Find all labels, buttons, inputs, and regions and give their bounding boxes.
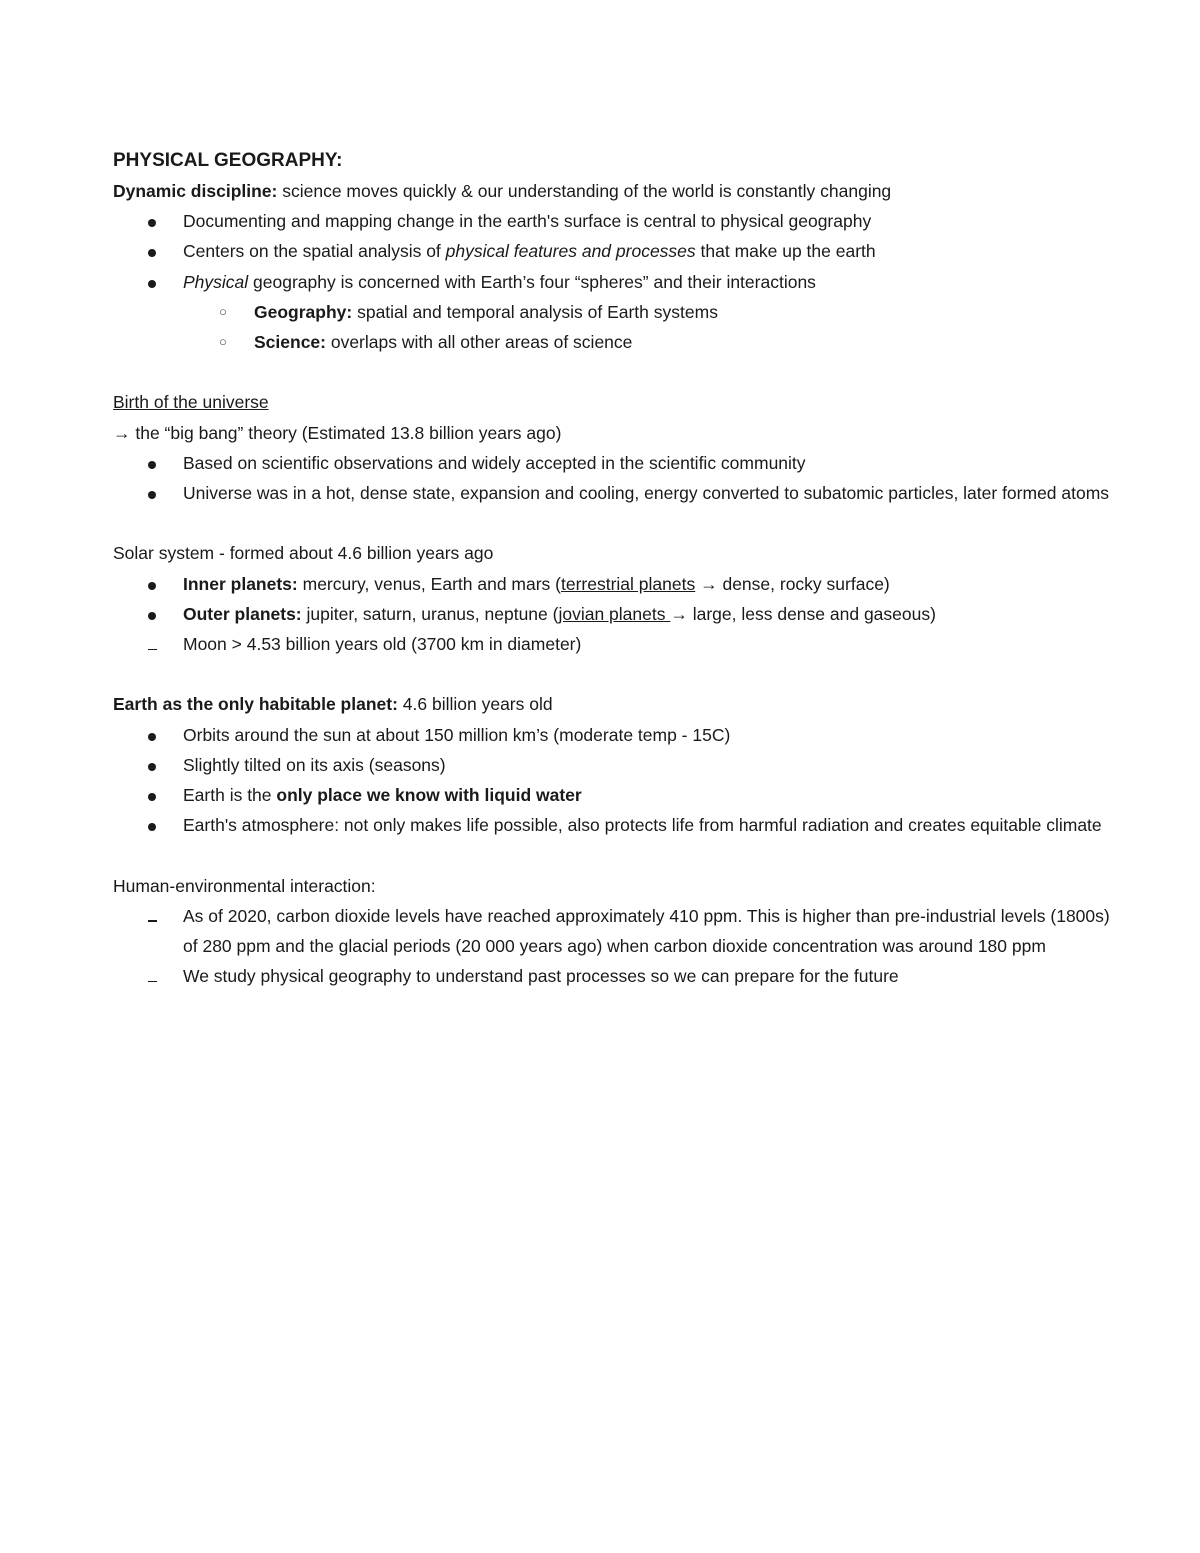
- section-heading-text: Birth of the universe: [113, 392, 269, 413]
- list-item-text: Centers on the spatial analysis of: [183, 241, 446, 262]
- list-item: [113, 780, 1113, 810]
- bullet-icon: [148, 599, 168, 629]
- list-item: [113, 478, 1113, 508]
- section-heading-label: Earth as the only habitable planet:: [113, 694, 398, 715]
- list-item-emphasis: Physical: [183, 271, 249, 292]
- sub-list-item-label: Geography:: [254, 301, 353, 322]
- section-heading-human: Human-environmental interaction:: [113, 875, 376, 896]
- sub-list-item: [113, 327, 1113, 357]
- list-item-text: jupiter, saturn, uranus, neptune (: [301, 603, 559, 624]
- list-item: [113, 810, 1113, 840]
- page-title: PHYSICAL GEOGRAPHY:: [113, 150, 343, 171]
- section-heading-solar: Solar system - formed about 4.6 billion years ago: [113, 543, 494, 564]
- list-item: [113, 901, 1113, 961]
- bullet-icon: [148, 750, 168, 780]
- list-item: [113, 267, 1113, 297]
- intro-text: science moves quickly & our understanding of the world is constantly changing: [277, 181, 892, 201]
- list-item-text: → large, less dense and gaseous): [670, 603, 936, 624]
- list-item: [113, 448, 1113, 478]
- section-heading-universe: [113, 387, 1113, 417]
- bullet-icon: [148, 720, 168, 750]
- bullet-icon: [148, 780, 168, 810]
- list-item: [113, 599, 1113, 629]
- list-item-text: As of 2020, carbon dioxide levels have reached approximately 410 ppm. This is higher than pre-industrial levels (1800s) of 280 ppm and the glacial periods (20 000 years ago) when carbon dioxide concentration was around 180 ppm: [183, 905, 1110, 957]
- list-item-text: that make up the earth: [695, 241, 876, 262]
- document-page: [113, 146, 1113, 991]
- list-item-text: mercury, venus, Earth and mars (: [297, 573, 561, 594]
- list-item-text: Slightly tilted on its axis (seasons): [183, 754, 446, 775]
- list-item: [113, 961, 1113, 991]
- spacer: [113, 357, 1113, 387]
- bullet-icon: [148, 236, 168, 266]
- list-item-text: Earth's atmosphere: not only makes life possible, also protects life from harmful radiation and creates equitable climate: [183, 815, 1102, 836]
- bullet-icon: [148, 478, 168, 508]
- intro-line: [113, 176, 1113, 206]
- list-item: [113, 236, 1113, 266]
- list-item: [113, 206, 1113, 236]
- bullet-icon: [148, 206, 168, 236]
- spacer: [113, 840, 1113, 870]
- list-item: [113, 750, 1113, 780]
- sub-list-item-text: overlaps with all other areas of science: [325, 332, 633, 353]
- dash-icon: [148, 629, 168, 659]
- universe-line: → the “big bang” theory (Estimated 13.8 billion years ago): [113, 422, 562, 443]
- list-item-text: Universe was in a hot, dense state, expansion and cooling, energy converted to subatomic particles, later formed atoms: [183, 483, 1110, 504]
- spacer: [113, 659, 1113, 689]
- bullet-icon: [148, 810, 168, 840]
- list-item-text: Based on scientific observations and widely accepted in the scientific community: [183, 452, 806, 473]
- bullet-icon: [148, 267, 168, 297]
- list-item-text: geography is concerned with Earth’s four “spheres” and their interactions: [248, 271, 816, 292]
- intro-label: Dynamic discipline:: [113, 181, 278, 201]
- list-item-bold: only place we know with liquid water: [276, 785, 582, 806]
- list-item-emphasis: physical features and processes: [445, 241, 696, 262]
- spacer: [113, 508, 1113, 538]
- list-item-text: Moon > 4.53 billion years old (3700 km in diameter): [183, 634, 582, 655]
- list-item-text: Orbits around the sun at about 150 million km’s (moderate temp - 15C): [183, 724, 731, 745]
- dash-icon: [148, 961, 168, 991]
- sub-list-item-label: Science:: [254, 332, 326, 353]
- bullet-icon: [148, 569, 168, 599]
- list-item: [113, 629, 1113, 659]
- list-item-text: We study physical geography to understand past processes so we can prepare for the future: [183, 966, 899, 987]
- bullet-icon: [148, 448, 168, 478]
- circle-bullet-icon: ○: [219, 334, 227, 350]
- list-item-text: → dense, rocky surface): [695, 573, 890, 594]
- list-item-text: Documenting and mapping change in the earth's surface is central to physical geography: [183, 211, 872, 232]
- list-item: [113, 569, 1113, 599]
- dash-icon: [148, 901, 168, 931]
- list-item-text: Earth is the: [183, 785, 277, 806]
- circle-bullet-icon: ○: [219, 303, 227, 319]
- sub-list-item: [113, 297, 1113, 327]
- list-item: [113, 720, 1113, 750]
- list-item-label: Inner planets:: [183, 573, 298, 594]
- section-heading-earth: [113, 689, 1113, 719]
- list-item-underline: jovian planets: [558, 603, 671, 624]
- section-heading-text: 4.6 billion years old: [397, 694, 553, 715]
- list-item-label: Outer planets:: [183, 603, 302, 624]
- list-item-underline: terrestrial planets: [561, 573, 696, 594]
- sub-list-item-text: spatial and temporal analysis of Earth systems: [352, 301, 718, 322]
